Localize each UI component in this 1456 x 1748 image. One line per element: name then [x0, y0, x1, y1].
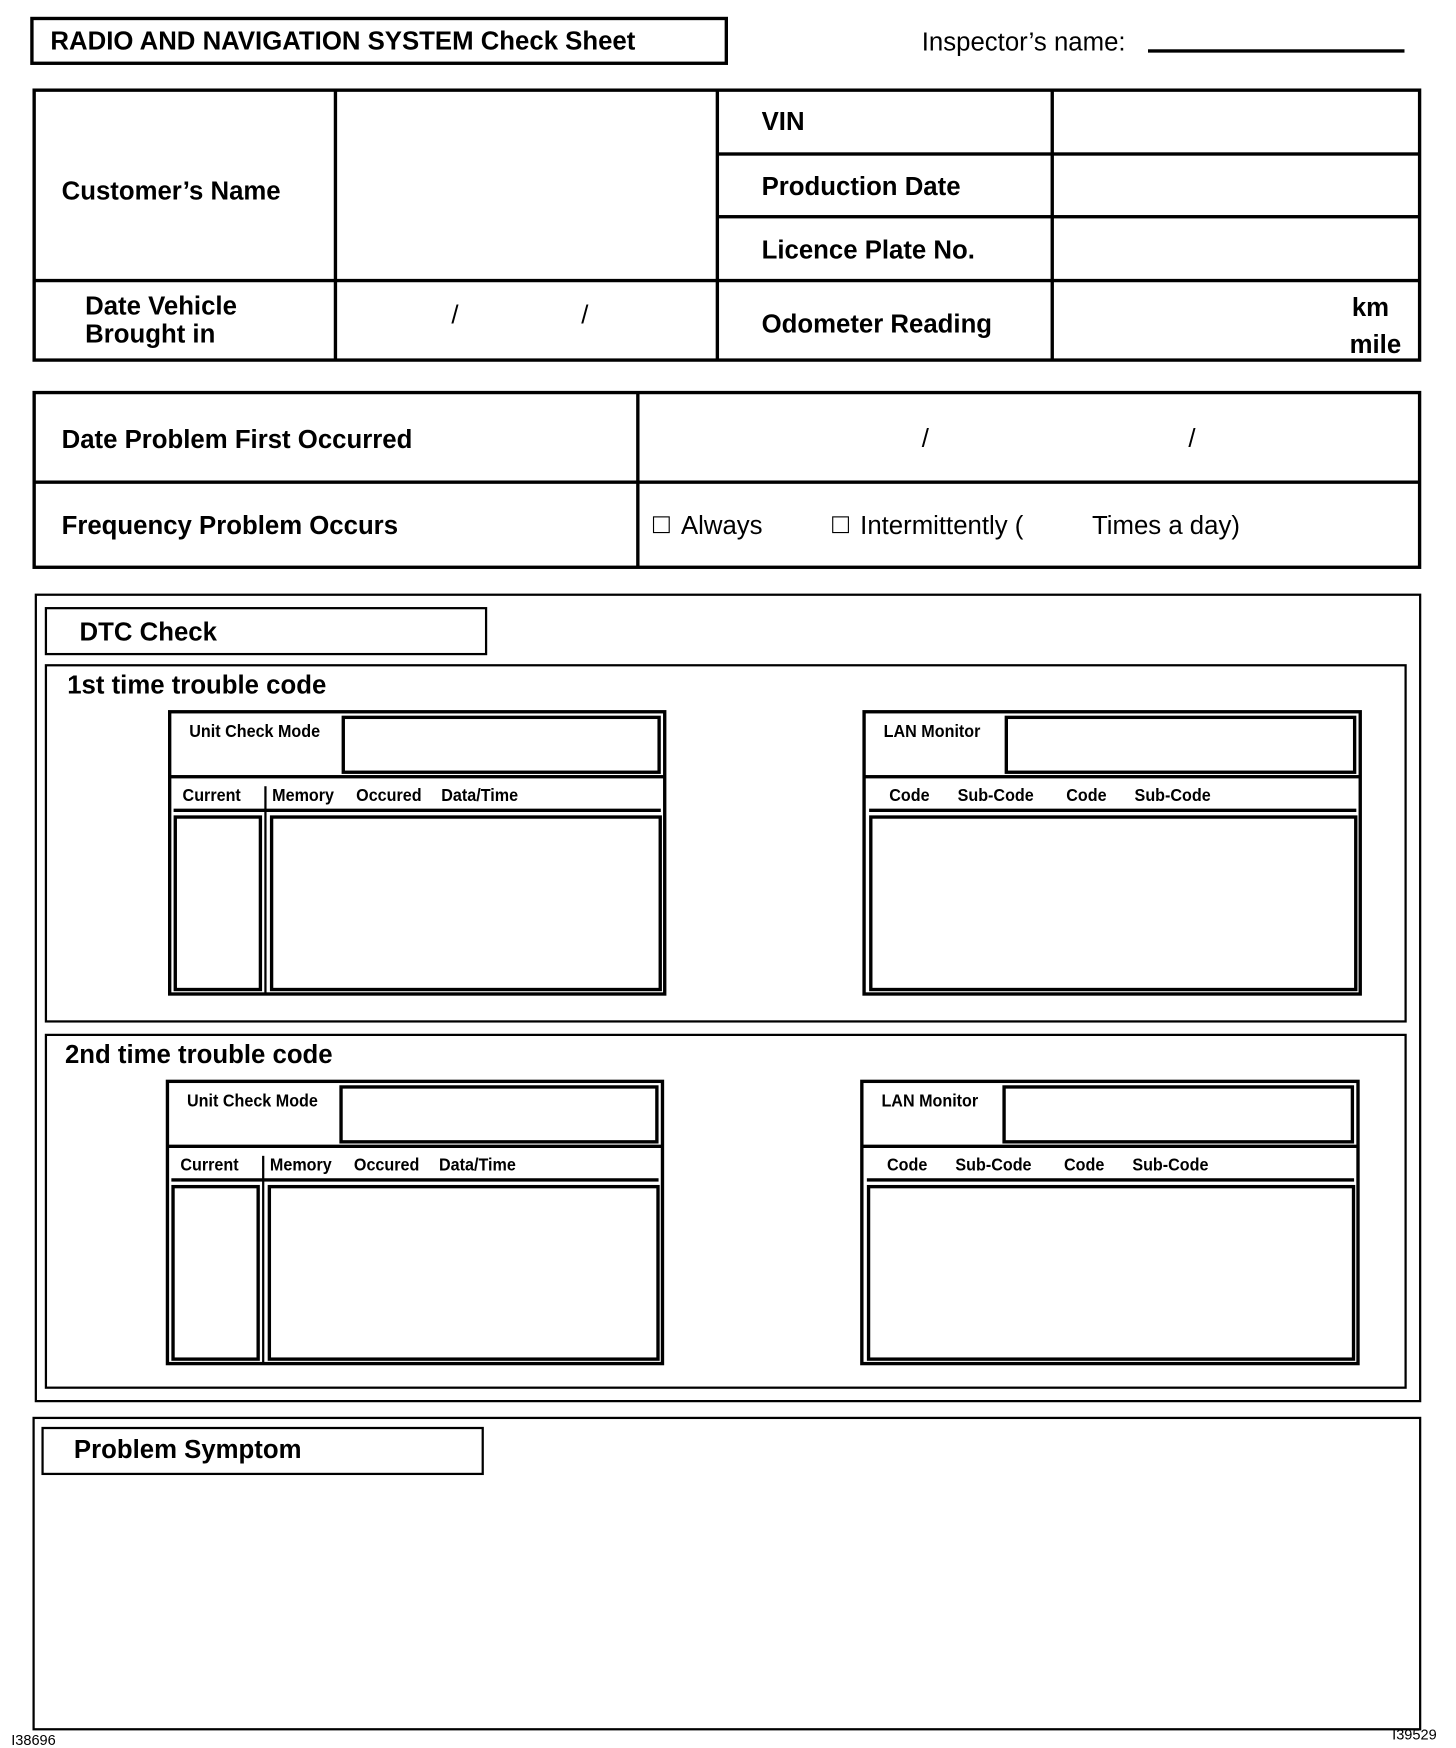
checkbox-icon	[832, 516, 849, 533]
title-box	[30, 17, 728, 65]
vin-field[interactable]	[1054, 92, 1418, 152]
checkbox-icon	[653, 516, 670, 533]
customer-name-field[interactable]	[337, 92, 714, 278]
figure-code-left: I38696	[11, 1731, 56, 1748]
trouble-code-section-title: 1st time trouble code	[67, 669, 327, 699]
lan-monitor-field[interactable]	[1002, 1085, 1354, 1143]
column-sub-code: Sub-Code	[955, 1155, 1032, 1175]
column-code: Code	[889, 786, 930, 806]
intermittently-checkbox[interactable]: Intermittently (	[832, 511, 1023, 541]
date-separator: /	[451, 300, 459, 330]
column-memory: Memory	[269, 1155, 332, 1175]
column-current: Current	[182, 786, 241, 806]
lan-monitor-label: LAN Monitor	[881, 1092, 979, 1112]
current-field[interactable]	[171, 1185, 259, 1361]
date-separator: /	[1188, 423, 1196, 453]
memory-field[interactable]	[270, 815, 662, 991]
unit-check-mode-label: Unit Check Mode	[187, 1092, 318, 1112]
date-brought-in-field[interactable]	[337, 282, 714, 358]
always-checkbox[interactable]: Always	[653, 511, 763, 541]
unit-check-mode-field[interactable]	[342, 716, 661, 774]
current-field[interactable]	[174, 815, 262, 991]
problem-symptom-field[interactable]	[37, 1481, 1417, 1725]
frequency-label: Frequency Problem Occurs	[61, 510, 399, 540]
date-brought-in-label-line1: Date Vehicle	[85, 291, 237, 321]
column-occured: Occured	[356, 786, 422, 806]
lan-monitor-field[interactable]	[1005, 716, 1357, 774]
problem-symptom-header: Problem Symptom	[41, 1427, 483, 1475]
unit-check-mode-field[interactable]	[339, 1085, 658, 1143]
date-separator: /	[581, 300, 589, 330]
column-sub-code: Sub-Code	[957, 786, 1034, 806]
figure-code-right: I39529	[1392, 1725, 1437, 1743]
dtc-check-header: DTC Check	[45, 607, 487, 655]
column-data-time: Data/Time	[441, 786, 519, 806]
inspector-name-field[interactable]	[1148, 49, 1404, 52]
production-date-label: Production Date	[761, 171, 961, 201]
column-sub-code: Sub-Code	[1132, 1155, 1209, 1175]
column-data-time: Data/Time	[439, 1155, 516, 1175]
date-first-occurred-label: Date Problem First Occurred	[61, 424, 413, 454]
column-memory: Memory	[272, 786, 335, 806]
date-separator: /	[921, 423, 929, 453]
licence-plate-field[interactable]	[1054, 218, 1418, 278]
column-current: Current	[180, 1155, 239, 1175]
unit-km: km	[1351, 292, 1390, 322]
trouble-code-section-title: 2nd time trouble code	[64, 1039, 333, 1069]
odometer-label: Odometer Reading	[761, 309, 993, 339]
memory-field[interactable]	[268, 1185, 660, 1361]
date-first-occurred-field[interactable]	[640, 394, 1420, 479]
production-date-field[interactable]	[1054, 156, 1418, 215]
column-code: Code	[1064, 1155, 1105, 1175]
inspector-name-label: Inspector’s name:	[921, 26, 1126, 56]
lan-codes-field[interactable]	[869, 815, 1357, 991]
vin-label: VIN	[761, 106, 805, 136]
column-occured: Occured	[353, 1155, 420, 1175]
odometer-field[interactable]	[1054, 282, 1418, 358]
lan-codes-field[interactable]	[867, 1185, 1355, 1361]
unit-check-mode-label: Unit Check Mode	[189, 722, 321, 742]
column-code: Code	[1066, 786, 1107, 806]
licence-plate-label: Licence Plate No.	[761, 235, 975, 265]
times-a-day-label: Times a day)	[1092, 510, 1240, 540]
unit-mile: mile	[1349, 329, 1402, 359]
page-title: RADIO AND NAVIGATION SYSTEM Check Sheet	[50, 25, 636, 55]
column-code: Code	[887, 1155, 928, 1175]
lan-monitor-label: LAN Monitor	[883, 722, 981, 742]
column-sub-code: Sub-Code	[1134, 786, 1211, 806]
customer-name-label: Customer’s Name	[61, 175, 281, 205]
date-brought-in-label-line2: Brought in	[85, 319, 216, 349]
